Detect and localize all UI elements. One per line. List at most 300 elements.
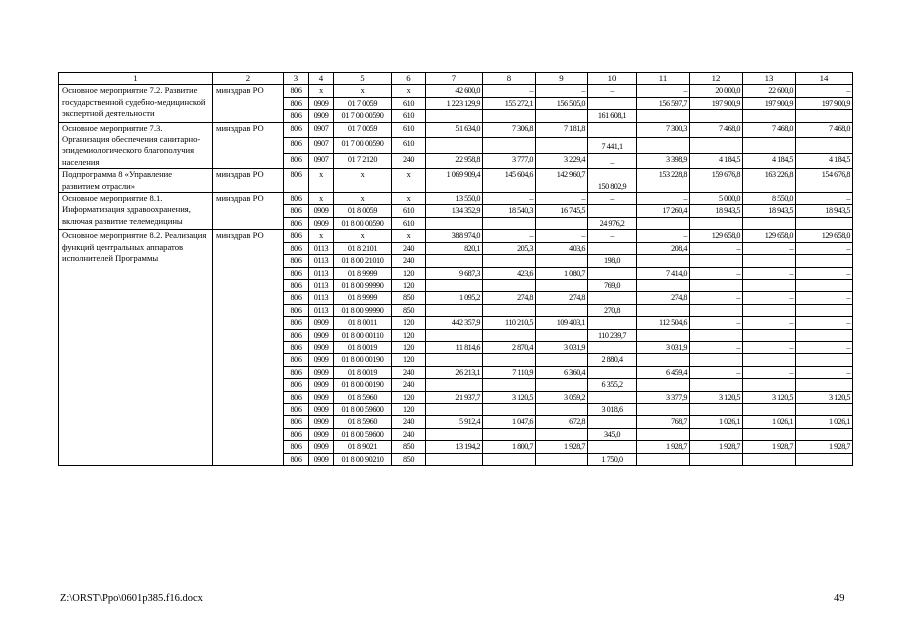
funding-value-col-7: 1 223 129,9	[426, 97, 483, 109]
funding-value-col-9	[536, 217, 588, 229]
funding-value-col-10	[588, 242, 637, 254]
funding-value-col-7: 5 912,4	[426, 416, 483, 428]
expense-type-code: 120	[392, 341, 426, 353]
target-article-code: 01 8 00 59600	[334, 403, 392, 415]
funding-value-col-12: –	[690, 267, 743, 279]
ministry-code: 806	[284, 138, 309, 154]
funding-value-col-9: 1 928,7	[536, 441, 588, 453]
funding-value-col-10	[588, 341, 637, 353]
funding-value-col-11: 7 300,3	[637, 122, 690, 138]
funding-value-col-13	[743, 428, 796, 440]
funding-value-col-11: 208,4	[637, 242, 690, 254]
funding-value-col-14	[796, 138, 853, 154]
section-code: 0909	[309, 428, 334, 440]
column-number-2: 2	[213, 73, 284, 85]
column-number-14: 14	[796, 73, 853, 85]
funding-value-col-14	[796, 255, 853, 267]
column-number-11: 11	[637, 73, 690, 85]
column-number-7: 7	[426, 73, 483, 85]
target-article-code: 01 7 0059	[334, 97, 392, 109]
funding-value-col-7: 22 958,8	[426, 153, 483, 169]
expense-type-code: 240	[392, 416, 426, 428]
section-code: 0113	[309, 304, 334, 316]
expense-type-code: 610	[392, 217, 426, 229]
ministry-code: 806	[284, 379, 309, 391]
ministry-code: 806	[284, 97, 309, 109]
target-article-code: 01 8 0019	[334, 366, 392, 378]
funding-value-col-10: 1 750,0	[588, 453, 637, 465]
funding-value-col-11	[637, 329, 690, 341]
funding-value-col-14: 3 120,5	[796, 391, 853, 403]
footer-file-path: Z:\ORST\Ppo\0601p385.f16.docx	[60, 593, 203, 604]
funding-value-col-9: 3 059,2	[536, 391, 588, 403]
expense-type-code: х	[392, 85, 426, 97]
column-number-9: 9	[536, 73, 588, 85]
funding-value-col-14: –	[796, 242, 853, 254]
funding-value-col-11	[637, 217, 690, 229]
funding-value-col-12: –	[690, 366, 743, 378]
funding-value-col-7: 51 634,0	[426, 122, 483, 138]
funding-value-col-13	[743, 453, 796, 465]
funding-value-col-13: –	[743, 267, 796, 279]
funding-value-col-11: 3 377,9	[637, 391, 690, 403]
funding-value-col-7: 13 194,2	[426, 441, 483, 453]
activity-title: Основное мероприятие 7.2. Развитие государственной судебно-медицинской экспертной деятельности	[59, 85, 213, 122]
funding-value-col-13: 163 226,8	[743, 169, 796, 193]
ministry-code: 806	[284, 169, 309, 193]
funding-value-col-12: 5 000,0	[690, 193, 743, 205]
funding-value-col-12: 1 026,1	[690, 416, 743, 428]
ministry-code: 806	[284, 217, 309, 229]
table-row	[59, 169, 853, 193]
funding-value-col-9: 274,8	[536, 292, 588, 304]
funding-value-col-12: –	[690, 242, 743, 254]
funding-value-col-11: 768,7	[637, 416, 690, 428]
funding-value-col-7	[426, 138, 483, 154]
funding-value-col-10: 198,0	[588, 255, 637, 267]
funding-value-col-8: 2 870,4	[483, 341, 536, 353]
funding-value-col-8: 7 306,8	[483, 122, 536, 138]
funding-value-col-13: –	[743, 366, 796, 378]
ministry-code: 806	[284, 441, 309, 453]
expense-type-code: 120	[392, 354, 426, 366]
funding-value-col-8: 423,6	[483, 267, 536, 279]
funding-value-col-10: 270,8	[588, 304, 637, 316]
funding-value-col-12	[690, 329, 743, 341]
ministry-code: 806	[284, 354, 309, 366]
funding-value-col-7: 388 974,0	[426, 230, 483, 242]
section-code: 0909	[309, 441, 334, 453]
funding-value-col-13: 8 550,0	[743, 193, 796, 205]
funding-value-col-14: –	[796, 267, 853, 279]
funding-value-col-12	[690, 379, 743, 391]
funding-value-col-8	[483, 304, 536, 316]
funding-value-col-12: 7 468,0	[690, 122, 743, 138]
funding-value-col-12	[690, 138, 743, 154]
funding-value-col-9	[536, 110, 588, 122]
funding-value-col-8: –	[483, 193, 536, 205]
funding-value-col-8: 145 604,6	[483, 169, 536, 193]
funding-value-col-9: –	[536, 230, 588, 242]
funding-value-col-7	[426, 329, 483, 341]
ministry-code: 806	[284, 267, 309, 279]
table-row	[59, 85, 853, 97]
funding-value-col-8	[483, 329, 536, 341]
activity-title: Основное мероприятие 8.2. Реализация функций центральных аппаратов исполнителей Программы	[59, 230, 213, 466]
target-article-code: х	[334, 193, 392, 205]
funding-value-col-8: 1 800,7	[483, 441, 536, 453]
expense-type-code: х	[392, 169, 426, 193]
activity-title: Подпрограмма 8 «Управление развитием отрасли»	[59, 169, 213, 193]
funding-value-col-7: 442 357,9	[426, 317, 483, 329]
funding-value-col-12	[690, 279, 743, 291]
funding-value-col-11: 7 414,0	[637, 267, 690, 279]
table-row	[59, 193, 853, 205]
funding-value-col-9: 7 181,8	[536, 122, 588, 138]
funding-value-col-14: –	[796, 341, 853, 353]
funding-value-col-11	[637, 279, 690, 291]
target-article-code: 01 8 5960	[334, 391, 392, 403]
funding-value-col-13: 22 600,0	[743, 85, 796, 97]
section-code: 0113	[309, 279, 334, 291]
header-row	[59, 73, 853, 85]
funding-value-col-11	[637, 453, 690, 465]
funding-value-col-12: 4 184,5	[690, 153, 743, 169]
funding-value-col-12: 159 676,8	[690, 169, 743, 193]
expense-type-code: 120	[392, 317, 426, 329]
section-code: 0909	[309, 416, 334, 428]
section-code: 0909	[309, 317, 334, 329]
section-code: 0907	[309, 122, 334, 138]
funding-value-col-12	[690, 255, 743, 267]
funding-value-col-8	[483, 279, 536, 291]
funding-value-col-8: –	[483, 230, 536, 242]
expense-type-code: 850	[392, 441, 426, 453]
expense-type-code: 610	[392, 97, 426, 109]
funding-value-col-13	[743, 329, 796, 341]
funding-value-col-13: –	[743, 292, 796, 304]
funding-value-col-12: –	[690, 292, 743, 304]
target-article-code: 01 8 9021	[334, 441, 392, 453]
funding-value-col-10	[588, 441, 637, 453]
activity-title: Основное мероприятие 8.1. Информатизация здравоохранения, включая развитие телемедицины	[59, 193, 213, 230]
funding-value-col-8: 1 047,6	[483, 416, 536, 428]
ministry-code: 806	[284, 85, 309, 97]
funding-value-col-10	[588, 267, 637, 279]
funding-value-col-10	[588, 391, 637, 403]
funding-value-col-9: 3 031,9	[536, 341, 588, 353]
funding-value-col-9	[536, 138, 588, 154]
funding-value-col-9	[536, 279, 588, 291]
funding-value-col-7	[426, 403, 483, 415]
funding-value-col-8	[483, 453, 536, 465]
funding-value-col-12	[690, 453, 743, 465]
funding-value-col-8: 110 210,5	[483, 317, 536, 329]
funding-value-col-14	[796, 279, 853, 291]
funding-value-col-9	[536, 428, 588, 440]
funding-value-col-14	[796, 379, 853, 391]
funding-value-col-13: –	[743, 317, 796, 329]
ministry-code: 806	[284, 292, 309, 304]
budget-table	[58, 72, 853, 466]
target-article-code: 01 7 2120	[334, 153, 392, 169]
funding-value-col-12: 129 658,0	[690, 230, 743, 242]
expense-type-code: 850	[392, 304, 426, 316]
funding-value-col-10: 24 976,2	[588, 217, 637, 229]
expense-type-code: 610	[392, 138, 426, 154]
ministry-code: 806	[284, 403, 309, 415]
funding-value-col-11	[637, 379, 690, 391]
expense-type-code: х	[392, 230, 426, 242]
funding-value-col-14	[796, 354, 853, 366]
expense-type-code: 240	[392, 428, 426, 440]
funding-value-col-13: 1 026,1	[743, 416, 796, 428]
expense-type-code: 120	[392, 403, 426, 415]
target-article-code: 01 7 00 00590	[334, 138, 392, 154]
section-code: 0113	[309, 292, 334, 304]
expense-type-code: х	[392, 193, 426, 205]
funding-value-col-9: 3 229,4	[536, 153, 588, 169]
expense-type-code: 850	[392, 292, 426, 304]
target-article-code: 01 8 00 90210	[334, 453, 392, 465]
funding-value-col-14: –	[796, 292, 853, 304]
funding-value-col-9	[536, 354, 588, 366]
ministry-code: 806	[284, 329, 309, 341]
funding-value-col-13: 7 468,0	[743, 122, 796, 138]
funding-value-col-7: 11 814,6	[426, 341, 483, 353]
funding-value-col-13	[743, 304, 796, 316]
funding-value-col-14: –	[796, 317, 853, 329]
column-number-6: 6	[392, 73, 426, 85]
target-article-code: 01 8 9999	[334, 267, 392, 279]
responsible-executor: минздрав РО	[213, 193, 284, 230]
funding-value-col-10: 2 880,4	[588, 354, 637, 366]
expense-type-code: 120	[392, 267, 426, 279]
funding-value-col-11: –	[637, 230, 690, 242]
funding-value-col-13: 129 658,0	[743, 230, 796, 242]
funding-value-col-14	[796, 304, 853, 316]
funding-value-col-13	[743, 217, 796, 229]
expense-type-code: 610	[392, 122, 426, 138]
expense-type-code: 120	[392, 279, 426, 291]
expense-type-code: 240	[392, 366, 426, 378]
responsible-executor: минздрав РО	[213, 230, 284, 466]
funding-value-col-13	[743, 403, 796, 415]
ministry-code: 806	[284, 428, 309, 440]
column-number-8: 8	[483, 73, 536, 85]
ministry-code: 806	[284, 453, 309, 465]
funding-value-col-14: 4 184,5	[796, 153, 853, 169]
ministry-code: 806	[284, 110, 309, 122]
funding-value-col-14: 1 026,1	[796, 416, 853, 428]
funding-value-col-11: 3 031,9	[637, 341, 690, 353]
target-article-code: х	[334, 85, 392, 97]
section-code: 0909	[309, 341, 334, 353]
funding-value-col-14	[796, 217, 853, 229]
funding-value-col-13: –	[743, 242, 796, 254]
funding-value-col-14	[796, 453, 853, 465]
target-article-code: 01 8 00 21010	[334, 255, 392, 267]
funding-value-col-14: 7 468,0	[796, 122, 853, 138]
responsible-executor: минздрав РО	[213, 85, 284, 122]
section-code: 0909	[309, 205, 334, 217]
funding-value-col-7	[426, 279, 483, 291]
funding-value-col-8: 3 120,5	[483, 391, 536, 403]
column-number-1: 1	[59, 73, 213, 85]
target-article-code: 01 8 00 59600	[334, 428, 392, 440]
funding-value-col-7: 13 550,0	[426, 193, 483, 205]
target-article-code: 01 8 00 00590	[334, 217, 392, 229]
funding-value-col-11: 153 228,8	[637, 169, 690, 193]
target-article-code: 01 8 00 99990	[334, 304, 392, 316]
activity-title: Основное мероприятие 7.3. Организация обеспечения санитарно-эпидемиологического благополучия населения	[59, 122, 213, 169]
section-code: 0907	[309, 153, 334, 169]
target-article-code: х	[334, 230, 392, 242]
ministry-code: 806	[284, 242, 309, 254]
section-code: 0113	[309, 255, 334, 267]
funding-value-col-13: 1 928,7	[743, 441, 796, 453]
target-article-code: 01 7 00 00590	[334, 110, 392, 122]
target-article-code: 01 8 00 00110	[334, 329, 392, 341]
funding-value-col-9: 16 745,5	[536, 205, 588, 217]
funding-value-col-14	[796, 428, 853, 440]
funding-value-col-10: 3 018,6	[588, 403, 637, 415]
ministry-code: 806	[284, 391, 309, 403]
funding-value-col-10: 161 608,1	[588, 110, 637, 122]
funding-value-col-12: 1 928,7	[690, 441, 743, 453]
expense-type-code: 240	[392, 379, 426, 391]
page-number: 49	[834, 593, 845, 604]
funding-value-col-13: 4 184,5	[743, 153, 796, 169]
funding-value-col-7	[426, 110, 483, 122]
funding-value-col-9	[536, 453, 588, 465]
funding-value-col-9: –	[536, 85, 588, 97]
funding-value-col-9: 109 403,1	[536, 317, 588, 329]
funding-value-col-8: 274,8	[483, 292, 536, 304]
funding-value-col-14: 129 658,0	[796, 230, 853, 242]
table-row	[59, 230, 853, 242]
target-article-code: 01 8 9999	[334, 292, 392, 304]
funding-value-col-7	[426, 453, 483, 465]
funding-value-col-9	[536, 329, 588, 341]
ministry-code: 806	[284, 341, 309, 353]
funding-value-col-13	[743, 138, 796, 154]
funding-value-col-8	[483, 428, 536, 440]
target-article-code: 01 8 5960	[334, 416, 392, 428]
funding-value-col-12: 197 900,9	[690, 97, 743, 109]
section-code: 0909	[309, 110, 334, 122]
funding-value-col-10: 7 441,1	[588, 138, 637, 154]
funding-value-col-14: 1 928,7	[796, 441, 853, 453]
section-code: 0909	[309, 453, 334, 465]
funding-value-col-11: –	[637, 85, 690, 97]
funding-value-col-14	[796, 110, 853, 122]
ministry-code: 806	[284, 279, 309, 291]
expense-type-code: 240	[392, 242, 426, 254]
ministry-code: 806	[284, 304, 309, 316]
funding-value-col-8	[483, 138, 536, 154]
funding-value-col-7: 21 937,7	[426, 391, 483, 403]
funding-value-col-11: 6 459,4	[637, 366, 690, 378]
funding-value-col-10	[588, 416, 637, 428]
section-code: х	[309, 230, 334, 242]
target-article-code: 01 7 0059	[334, 122, 392, 138]
funding-value-col-10	[588, 122, 637, 138]
funding-value-col-10: 345,0	[588, 428, 637, 440]
funding-value-col-12: 3 120,5	[690, 391, 743, 403]
funding-value-col-14: 197 900,9	[796, 97, 853, 109]
funding-value-col-9	[536, 379, 588, 391]
funding-value-col-8	[483, 354, 536, 366]
funding-value-col-13	[743, 255, 796, 267]
funding-value-col-11	[637, 138, 690, 154]
section-code: 0909	[309, 354, 334, 366]
expense-type-code: 850	[392, 453, 426, 465]
funding-value-col-10: 6 355,2	[588, 379, 637, 391]
funding-value-col-8: 155 272,1	[483, 97, 536, 109]
funding-value-col-8: 18 540,3	[483, 205, 536, 217]
funding-value-col-11: 3 398,9	[637, 153, 690, 169]
target-article-code: х	[334, 169, 392, 193]
funding-value-col-8	[483, 255, 536, 267]
column-number-4: 4	[309, 73, 334, 85]
funding-value-col-10	[588, 317, 637, 329]
funding-value-col-12	[690, 354, 743, 366]
funding-value-col-13	[743, 110, 796, 122]
funding-value-col-10: 110 239,7	[588, 329, 637, 341]
funding-value-col-7	[426, 255, 483, 267]
funding-value-col-11	[637, 403, 690, 415]
section-code: х	[309, 85, 334, 97]
ministry-code: 806	[284, 416, 309, 428]
funding-value-col-9	[536, 255, 588, 267]
funding-value-col-13	[743, 354, 796, 366]
funding-value-col-11: –	[637, 193, 690, 205]
funding-value-col-7: 26 213,1	[426, 366, 483, 378]
funding-value-col-10: –	[588, 85, 637, 97]
funding-value-col-7: 42 600,0	[426, 85, 483, 97]
funding-value-col-9: 6 360,4	[536, 366, 588, 378]
funding-value-col-12: 18 943,5	[690, 205, 743, 217]
expense-type-code: 240	[392, 153, 426, 169]
expense-type-code: 610	[392, 110, 426, 122]
funding-value-col-12	[690, 110, 743, 122]
ministry-code: 806	[284, 122, 309, 138]
funding-value-col-12	[690, 217, 743, 229]
funding-value-col-7	[426, 304, 483, 316]
funding-value-col-11	[637, 354, 690, 366]
funding-value-col-8: 3 777,0	[483, 153, 536, 169]
ministry-code: 806	[284, 366, 309, 378]
section-code: 0909	[309, 391, 334, 403]
funding-value-col-8	[483, 110, 536, 122]
ministry-code: 806	[284, 230, 309, 242]
target-article-code: 01 8 00 00190	[334, 379, 392, 391]
funding-value-col-9	[536, 304, 588, 316]
funding-value-col-7: 9 687,3	[426, 267, 483, 279]
funding-value-col-14	[796, 403, 853, 415]
funding-value-col-8	[483, 379, 536, 391]
funding-value-col-9: 156 505,0	[536, 97, 588, 109]
section-code: 0909	[309, 379, 334, 391]
funding-value-col-14: –	[796, 193, 853, 205]
funding-value-col-11: 156 597,7	[637, 97, 690, 109]
funding-value-col-7	[426, 354, 483, 366]
ministry-code: 806	[284, 153, 309, 169]
funding-value-col-11	[637, 304, 690, 316]
target-article-code: 01 8 0011	[334, 317, 392, 329]
section-code: х	[309, 169, 334, 193]
